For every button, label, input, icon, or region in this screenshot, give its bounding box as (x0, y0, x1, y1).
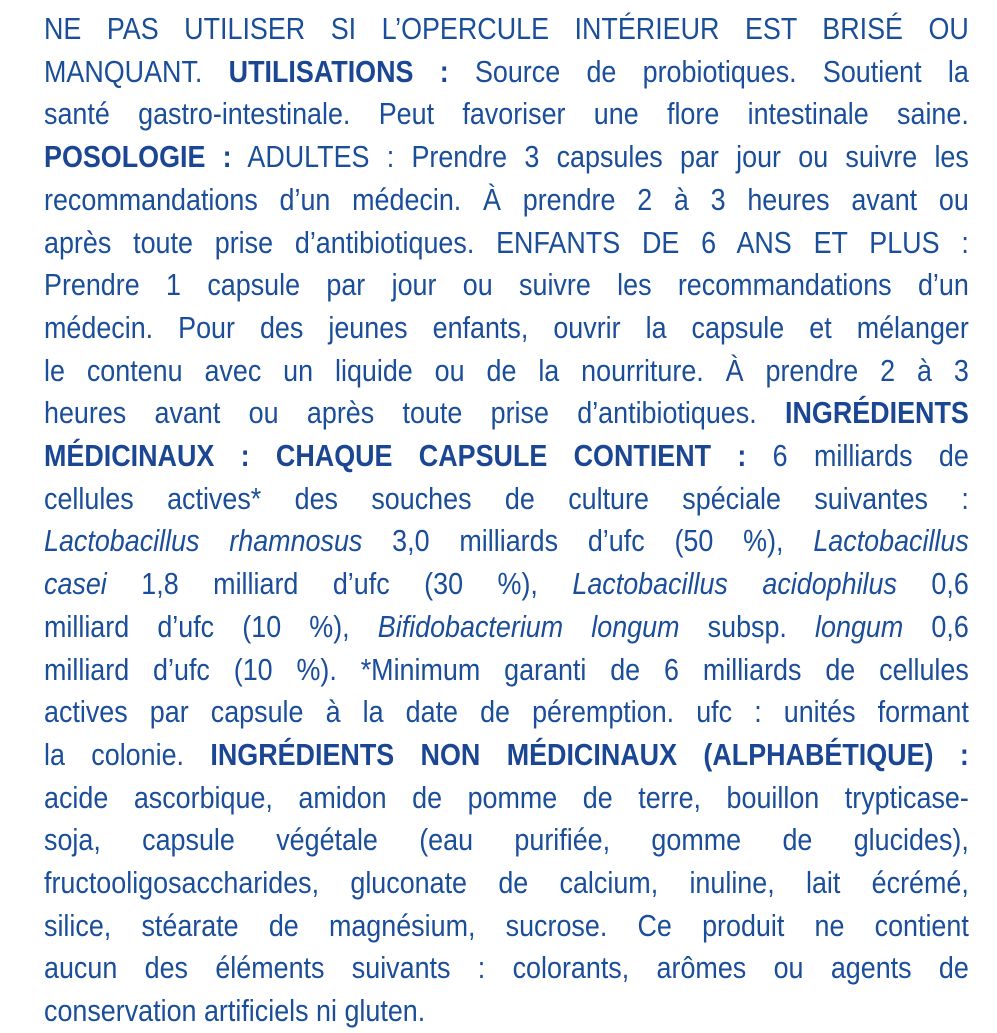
label-text: après toute prise d’antibiotiques. ENFANTS DE 6 ANS ET PLUS : (44, 225, 969, 260)
label-line (44, 990, 969, 1033)
label-text: actives par capsule à la date de péremption. ufc : unités formant (44, 695, 969, 730)
bold-heading-text: INGRÉDIENTS NON MÉDICINAUX (ALPHABÉTIQUE) : (210, 737, 969, 772)
label-text: conservation artificiels ni gluten. (44, 994, 426, 1029)
label-line (44, 435, 969, 478)
label-line (44, 93, 969, 136)
label-line (44, 350, 969, 393)
label-line (44, 777, 969, 820)
label-text: 0,6 (903, 609, 969, 644)
label-text: fructooligosaccharides, gluconate de calcium, inuline, lait écrémé, (44, 866, 969, 901)
label-text-block (44, 8, 969, 1033)
label-text: 0,6 (896, 567, 969, 602)
label-line (44, 563, 969, 606)
label-line (44, 136, 969, 179)
label-text: médecin. Pour des jeunes enfants, ouvrir la capsule et mélanger (44, 310, 969, 345)
label-line (44, 478, 969, 521)
label-line (44, 862, 969, 905)
label-text: acide ascorbique, amidon de pomme de terre, bouillon trypticase- (44, 780, 969, 815)
italic-species-text: Lactobacillus (813, 524, 969, 559)
label-text: Prendre 1 capsule par jour ou suivre les recommandations d’un (44, 268, 969, 303)
label-line (44, 264, 969, 307)
label-line (44, 8, 969, 51)
label-text: recommandations d’un médecin. À prendre 2 à 3 heures avant ou (44, 182, 969, 217)
label-text: milliard d’ufc (10 %), (44, 609, 378, 644)
label-text: milliard d’ufc (10 %). *Minimum garanti de 6 milliards de cellules (44, 652, 969, 687)
bold-heading-text: MÉDICINAUX : CHAQUE CAPSULE CONTIENT : (44, 439, 747, 474)
label-line (44, 520, 969, 563)
label-text: la colonie. (44, 737, 211, 772)
label-text: 6 milliards de (746, 439, 969, 474)
label-line (44, 819, 969, 862)
label-line (44, 392, 969, 435)
label-text: cellules actives* des souches de culture spéciale suivantes : (44, 481, 969, 516)
label-text: MANQUANT. (44, 54, 229, 89)
bold-heading-text: INGRÉDIENTS (785, 396, 969, 431)
label-text: 3,0 milliards d’ufc (50 %), (362, 524, 814, 559)
bold-heading-text: UTILISATIONS : (228, 54, 449, 89)
label-text: santé gastro-intestinale. Peut favoriser une flore intestinale saine. (44, 97, 969, 132)
label-text: soja, capsule végétale (eau purifiée, gomme de glucides), (44, 823, 969, 858)
label-line (44, 51, 969, 94)
label-text: heures avant ou après toute prise d’antibiotiques. (44, 396, 786, 431)
bold-heading-text: POSOLOGIE : (44, 140, 232, 175)
label-line (44, 905, 969, 948)
label-line (44, 649, 969, 692)
italic-species-text: Lactobacillus acidophilus (572, 567, 897, 602)
label-text: aucun des éléments suivants : colorants, arômes ou agents de (44, 951, 969, 986)
label-line (44, 734, 969, 777)
label-line (44, 691, 969, 734)
label-line (44, 222, 969, 265)
label-text: Source de probiotiques. Soutient la (448, 54, 969, 89)
label-text: 1,8 milliard d’ufc (30 %), (106, 567, 573, 602)
label-line (44, 947, 969, 990)
label-text: le contenu avec un liquide ou de la nourriture. À prendre 2 à 3 (44, 353, 969, 388)
label-text: ADULTES : Prendre 3 capsules par jour ou suivre les (231, 140, 969, 175)
italic-species-text: casei (44, 567, 107, 602)
label-text: subsp. (679, 609, 816, 644)
label-text: NE PAS UTILISER SI L’OPERCULE INTÉRIEUR EST BRISÉ OU (44, 12, 969, 46)
italic-species-text: Lactobacillus rhamnosus (44, 524, 363, 559)
italic-species-text: longum (815, 609, 904, 644)
label-text: silice, stéarate de magnésium, sucrose. Ce produit ne contient (44, 908, 969, 943)
italic-species-text: Bifidobacterium longum (377, 609, 680, 644)
label-line (44, 307, 969, 350)
label-line (44, 606, 969, 649)
label-line (44, 179, 969, 222)
